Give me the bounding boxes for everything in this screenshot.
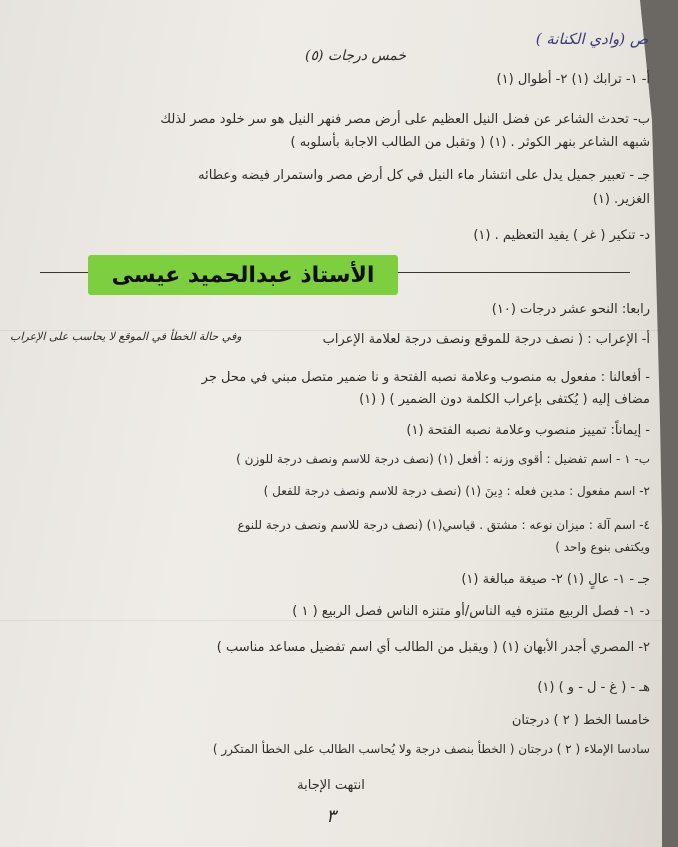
answer-line: ب- ١ - اسم تفضيل : أقوى وزنه : أفعل (١) (نصف درجة للاسم ونصف درجة للوزن ) [236,452,650,466]
i3rab-title: أ- الإعراب : ( نصف درجة للموقع ونصف درجة لعلامة الإعراب [322,332,650,347]
handwritten-grade: خمس درجات (٥) [305,48,407,64]
handwritten-note: وفي حالة الخطأ في الموقع لا يحاسب على الإعراب [10,330,242,343]
answer-line: ٤- اسم آلة : ميزان نوعه : مشتق . قياسي(١) (نصف درجة للاسم ونصف درجة للنوع [237,518,650,532]
fold-crease [0,620,662,621]
handwritten-title: ص (وادي الكنانة ) [535,30,648,48]
section-heading: رابعا: النحو عشر درجات (١٠) [491,302,650,317]
answer-line: جـ - تعبير جميل يدل على انتشار ماء النيل في كل أرض مصر واستمرار فيضه وعطائه [198,168,650,183]
answer-line: هـ - ( غ - ل - و ) (١) [537,680,650,695]
answer-line: أ- ١- ترابك (١) ٢- أطوال (١) [496,72,650,87]
answer-line: شبهه الشاعر بنهر الكوثر . (١) ( وتقبل من الطالب الاجابة بأسلوبه ) [290,135,650,150]
answer-line: - أفعالنا : مفعول به منصوب وعلامة نصبه الفتحة و نا ضمير متصل مبني في محل جر [201,370,650,385]
answer-line: ويكتفى بنوع واحد ) [555,540,650,554]
answer-line: ٢- اسم مفعول : مدين فعله : دِينَ (١) (نصف درجة للاسم ونصف درجة للفعل ) [263,484,650,498]
end-of-answers: انتهت الإجابة [297,778,365,793]
answer-line: د- تنكير ( غر ) يفيد التعظيم . (١) [473,228,650,243]
answer-line: الغزير. (١) [592,192,650,207]
answer-line: جـ - ١- عالٍ (١) ٢- صيغة مبالغة (١) [461,572,650,587]
page-number: ٣ [326,806,336,827]
answer-line: مضاف إليه ( يُكتفى بإعراب الكلمة دون الضمير ) ( (١) [359,392,650,407]
teacher-watermark: الأستاذ عبدالحميد عيسى [88,255,398,295]
answer-line: ٢- المصري أجدر الأبهان (١) ( ويقبل من الطالب أي اسم تفضيل مساعد مناسب ) [216,640,650,655]
answer-line: خامسا الخط ( ٢ ) درجتان [511,713,650,728]
answer-line: - إيماناً: تمييز منصوب وعلامة نصبه الفتحة (١) [406,423,650,438]
answer-line: د- ١- فصل الربيع متنزه فيه الناس/أو متنزه الناس فصل الربيع ( ١ ) [292,604,650,619]
answer-line: ب- تحدث الشاعر عن فضل النيل العظيم على أرض مصر فنهر النيل هو سر خلود مصر لذلك [160,112,650,127]
answer-line: سادسا الإملاء ( ٢ ) درجتان ( الخطأ بنصف درجة ولا يُحاسب الطالب على الخطأ المتكرر ) [212,742,650,756]
